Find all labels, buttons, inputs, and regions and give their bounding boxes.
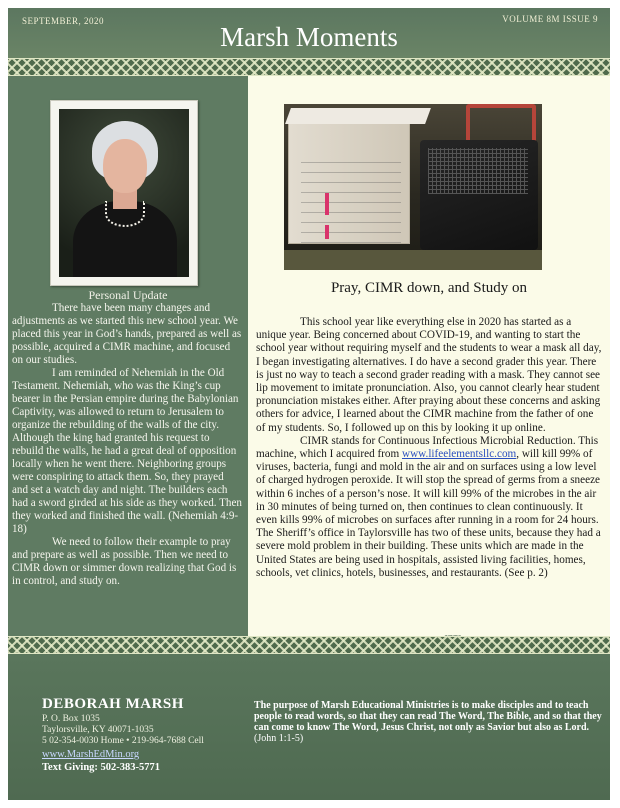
portrait-photo	[59, 109, 189, 277]
paragraph: We need to follow their example to pray and prepare as well as possible. Then we need to CIMR down or simmer down realizing that God is in control, and study on.	[12, 536, 237, 587]
newsletter-title: Marsh Moments	[220, 22, 398, 52]
address-line-2: Taylorsville, KY 40071-1035	[42, 725, 154, 735]
header	[8, 8, 610, 58]
decorative-band-top	[8, 58, 610, 76]
newsletter-page	[8, 8, 610, 800]
phone-numbers: 5 02-354-0030 Home • 219-964-7688 Cell	[42, 736, 204, 746]
paragraph: I am reminded of Nehemiah in the Old Testament. Nehemiah, who was the King’s cup bearer in the Persian empire during the Babylonian Captivity, was allowed to return to Jerusalem to organize the rebuilding of the walls of the city. Although the king had granted his request to rebuild the walls, he had a great deal of opposition locally when he went there. Neighboring groups were conspiring to attack them. So, they prayed and set a watch day and night. The builders each had a sword girded at his side as they worked. Then they worked and finished the wall. (Nehemiah 4:9-18)	[12, 367, 242, 535]
paragraph: This school year like everything else in 2020 has started as a unique year. Being concerned about COVID-19, and wanting to start the school year without requiring myself and the students to wear a mask all day, I began investigating alternatives. I do have a second grader this year. There is just no way to teach a second grader reading with a mask. They cannot see lip movement to imitate pronunciation. Also, you cannot clearly hear student pronunciation mistakes either. After praying about these concerns and asking others for advice, I learned about the CIMR machine from the father of one of my students. So, I followed up on this by looking it up online.	[256, 316, 602, 434]
personal-update-text	[12, 302, 242, 588]
footer	[8, 654, 610, 800]
left-column	[8, 76, 248, 636]
portrait-photo-frame	[50, 100, 198, 286]
mission-statement: The purpose of Marsh Educational Ministries is to make disciples and to teach people to read words, so that they can read The Word, The Bible, and so that they can come to know The Word, Jesus Christ, not only as Savior but also as Lord. (John 1:1-5)	[254, 700, 602, 744]
article-text	[256, 316, 604, 580]
issue-date: SEPTEMBER, 2020	[22, 16, 105, 26]
cimr-machine-photo	[284, 104, 542, 270]
paragraph: There have been many changes and adjustments as we started this new school year. We placed this year in God’s hands, prepared as well as possible, acquired a CIMR machine, and focused on our studies.	[12, 302, 242, 366]
article-heading: Pray, CIMR down, and Study on	[330, 280, 528, 296]
right-column	[248, 76, 610, 636]
lifeelements-link[interactable]: www.lifeelementsllc.com	[402, 448, 517, 461]
volume-issue: VOLUME 8M ISSUE 9	[502, 14, 598, 24]
personal-update-heading: Personal Update	[88, 288, 168, 302]
website-link[interactable]: www.MarshEdMin.org	[42, 749, 140, 760]
decorative-band-bottom	[8, 636, 610, 654]
text-giving: Text Giving: 502-383-5771	[42, 762, 161, 773]
paragraph: CIMR stands for Continuous Infectious Microbial Reduction. This machine, which I acquired from www.lifeelementsllc.com, will kill 99% of viruses, bacteria, fungi and mold in the air and on surfaces using a low level of charged hydrogen peroxide. It will stop the spread of germs from a sneeze within 6 inches of a person’s nose. It will kill 99% of the microbes in the air in 30 minutes of being turned on, then continues to clean continuously. It even kills 99% of microbes on surfaces after running in a room for 24 hours. The Sheriff’s office in Taylorsville has two of these units, because they had a severe mold problem in their building. These units which are made in the United States are being used in hospitals, assisted living facilities, homes, schools, vet clinics, hotels, businesses, and restaurants. (See p. 2)	[256, 434, 601, 579]
author-name: DEBORAH MARSH	[42, 696, 184, 712]
address-line-1: P. O. Box 1035	[42, 714, 100, 724]
